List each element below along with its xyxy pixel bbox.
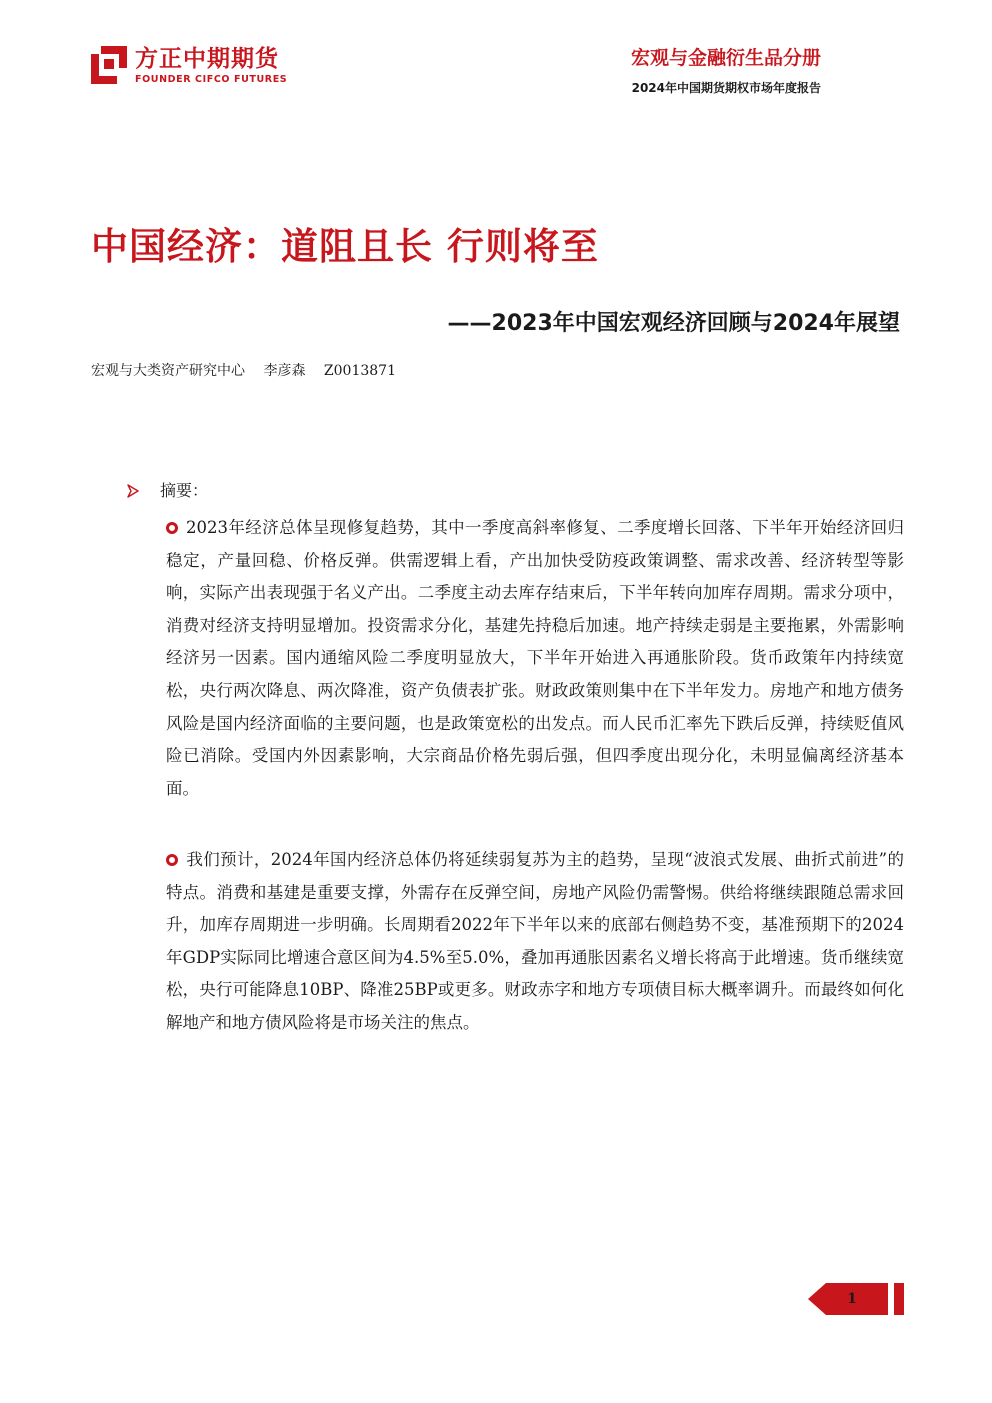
- author-name: 李彦森: [263, 363, 306, 379]
- report-series: 2024年中国期货期权市场年度报告: [631, 81, 821, 95]
- founder-logo-mark-icon: [91, 46, 127, 84]
- logo-name-cn: 方正中期期货: [135, 46, 279, 72]
- main-title: 中国经济：道阻且长 行则将至: [91, 225, 599, 268]
- abstract-paragraph: [166, 844, 904, 1040]
- author-line: [91, 360, 410, 382]
- sub-title: ——2023年中国宏观经济回顾与2024年展望: [447, 311, 900, 336]
- company-logo: [91, 45, 291, 89]
- abstract-label: 摘要：: [160, 481, 209, 500]
- arrow-right-icon: [126, 484, 140, 498]
- abstract-heading: [126, 478, 208, 504]
- header-right: [631, 44, 821, 96]
- author-license: Z0013871: [323, 363, 396, 379]
- circle-bullet-icon: [166, 854, 178, 866]
- author-department: 宏观与大类资产研究中心: [91, 363, 245, 379]
- report-category: 宏观与金融衍生品分册: [630, 47, 821, 69]
- paragraph-text: 我们预计，2024年国内经济总体仍将延续弱复苏为主的趋势，呈现“波浪式发展、曲折式前进”的特点。消费和基建是重要支撑，外需存在反弹空间，房地产风险仍需警惕。供给将继续跟随总需求回升，加库存周期进一步明确。长周期看2022年下半年以来的底部右侧趋势不变，基准预期下的2024年GDP实际同比增速合意区间为4.5%至5.0%，叠加再通胀因素名义增长将高于此增速。货币继续宽松，央行可能降息10BP、降准25BP或更多。财政赤字和地方专项债目标大概率调升。而最终如何化解地产和地方债风险将是市场关注的焦点。: [166, 850, 904, 1032]
- logo-name-en: FOUNDER CIFCO FUTURES: [135, 74, 288, 85]
- page-number: 1: [847, 1291, 857, 1307]
- paragraph-text: 2023年经济总体呈现修复趋势，其中一季度高斜率修复、二季度增长回落、下半年开始经济回归稳定，产量回稳、价格反弹。供需逻辑上看，产出加快受防疫政策调整、需求改善、经济转型等影响，实际产出表现强于名义产出。二季度主动去库存结束后，下半年转向加库存周期。需求分项中，消费对经济支持明显增加。投资需求分化，基建先持稳后加速。地产持续走弱是主要拖累，外需影响经济另一因素。国内通缩风险二季度明显放大，下半年开始进入再通胀阶段。货币政策年内持续宽松，央行两次降息、两次降准，资产负债表扩张。财政政策则集中在下半年发力。房地产和地方债务风险是国内经济面临的主要问题，也是政策宽松的出发点。而人民币汇率先下跌后反弹，持续贬值风险已消除。受国内外因素影响，大宗商品价格先弱后强，但四季度出现分化，未明显偏离经济基本面。: [166, 518, 904, 798]
- circle-bullet-icon: [166, 522, 178, 534]
- abstract-paragraph: [166, 512, 904, 805]
